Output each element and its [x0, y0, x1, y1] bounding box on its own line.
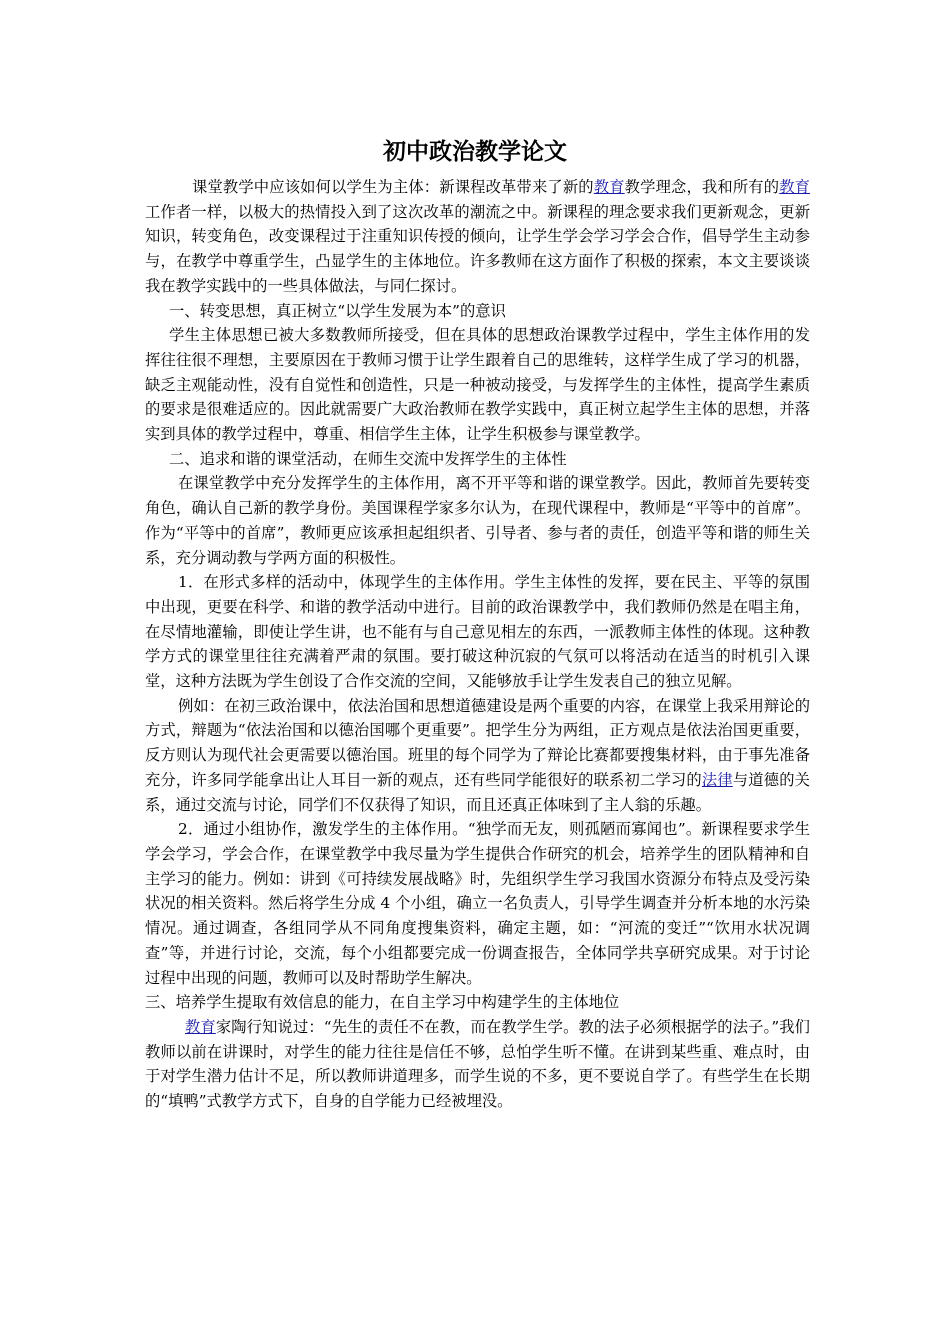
paragraph-example-debate [145, 694, 810, 818]
paragraph-activities: 1．在形式多样的活动中，体现学生的主体作用。学生主体性的发挥，要在民主、平等的氛围中出现，更要在科学、和谐的教学活动中进行。目前的政治课教学中，我们教师仍然是在唱主角，在尽情地灌输，即使让学生讲，也不能有与自己意见相左的东西，一派教师主体性的体现。这种教学方式的课堂里往往充满着严肃的氛围。要打破这种沉寂的气氛可以将活动在适当的时机引入课堂，这种方法既为学生创设了合作交流的空间，又能够放手让学生发表自己的独立见解。 [145, 573, 810, 691]
paragraph-student-subject: 学生主体思想已被大多数教师所接受，但在具体的思想政治课教学过程中，学生主体作用的发挥往往很不理想，主要原因在于教师习惯于让学生跟着自己的思维转，这样学生成了学习的机器，缺乏主观能动性，没有自觉性和创造性，只是一种被动接受，与发挥学生的主体性，提高学生素质的要求是很难适应的。因此就需要广大政治教师在教学实践中，真正树立起学生主体的思想，并落实到具体的教学过程中，尊重、相信学生主体，让学生积极参与课堂教学。 [145, 326, 810, 444]
section-heading-1: 一、转变思想，真正树立“以学生发展为本”的意识 [169, 301, 506, 320]
paragraph-text: 教学理念，我和所有的 [624, 178, 780, 196]
document-title: 初中政治教学论文 [383, 138, 567, 165]
document-body [145, 175, 810, 1114]
paragraph-group-work: 2．通过小组协作，激发学生的主体作用。“独学而无友，则孤陋而寡闻也”。新课程要求学生学会学习，学会合作，在课堂教学中我尽量为学生提供合作研究的机会，培养学生的团队精神和自主学习的能力。例如：讲到《可持续发展战略》时，先组织学生学习我国水资源分布特点及受污染状况的相关资料。然后将学生分成 4 个小组，确立一名负责人，引导学生调查并分析本地的水污染情况。通过调查，各组同学从不同角度搜集资料，确定主题，如：“河流的变迁”“饮用水状况调查”等，并进行讨论，交流，每个小组都要完成一份调查报告，全体同学共享研究成果。对于讨论过程中出现的问题，教师可以及时帮助学生解决。 [145, 820, 810, 987]
section-heading-2: 二、追求和谐的课堂活动，在师生交流中发挥学生的主体性 [169, 449, 567, 468]
link-education[interactable]: 教育 [779, 178, 810, 196]
section-heading-3: 三、培养学生提取有效信息的能力，在自主学习中构建学生的主体地位 [145, 993, 620, 1012]
link-education[interactable]: 教育 [593, 178, 625, 196]
link-law[interactable]: 法律 [701, 770, 733, 789]
paragraph-text: 与道德的关系，通过交流与讨论，同学们不仅获得了知识，而且还真正体味到了主人翁的乐趣。 [145, 770, 810, 814]
paragraph-text: 工作者一样，以极大的热情投入到了这次改革的潮流之中。新课程的理念要求我们更新观念，更新知识，转变角色，改变课程过于注重知识传授的倾向，让学生学会学习学会合作，倡导学生主动参与，在教学中尊重学生，凸显学生的主体地位。许多教师在这方面作了积极的探索，本文主要谈谈我在教学实践中的一些具体做法，与同仁探讨。 [145, 202, 810, 295]
paragraph-intro [145, 175, 810, 299]
paragraph-text: 家陶行知说过：“先生的责任不在教，而在教学生学。教的法子必须根据学的法子。”我们教师以前在讲课时，对学生的能力往往是信任不够，总怕学生听不懂。在讲到某些重、难点时，由于对学生潜力估计不足，所以教师讲道理多，而学生说的不多，更不要说自学了。有些学生在长期的“填鸭”式教学方式下，自身的自学能力已经被埋没。 [145, 1017, 810, 1111]
paragraph-text: 例如：在初三政治课中，依法治国和思想道德建设是两个重要的内容，在课堂上我采用辩论的方式，辩题为“依法治国和以德治国哪个更重要”。把学生分为两组，正方观点是依法治国更重要，反方则认为现代社会更需要以德治国。班里的每个同学为了辩论比赛都要搜集材料，由于事先准备充分，许多同学能拿出让人耳目一新的观点，还有些同学能很好的联系初二学习的 [145, 696, 810, 789]
link-education[interactable]: 教育 [185, 1017, 216, 1036]
paragraph-tao-xingzhi [145, 1015, 810, 1114]
paragraph-text: 课堂教学中应该如何以学生为主体：新课程改革带来了新的 [192, 178, 594, 196]
paragraph-harmonious-class: 在课堂教学中充分发挥学生的主体作用，离不开平等和谐的课堂教学。因此，教师首先要转变角色，确认自己新的教学身份。美国课程学家多尔认为，在现代课程中，教师是“平等中的首席”。作为“平等中的首席”，教师更应该承担起组织者、引导者、参与者的责任，创造平等和谐的师生关系，充分调动教与学两方面的积极性。 [145, 474, 810, 567]
